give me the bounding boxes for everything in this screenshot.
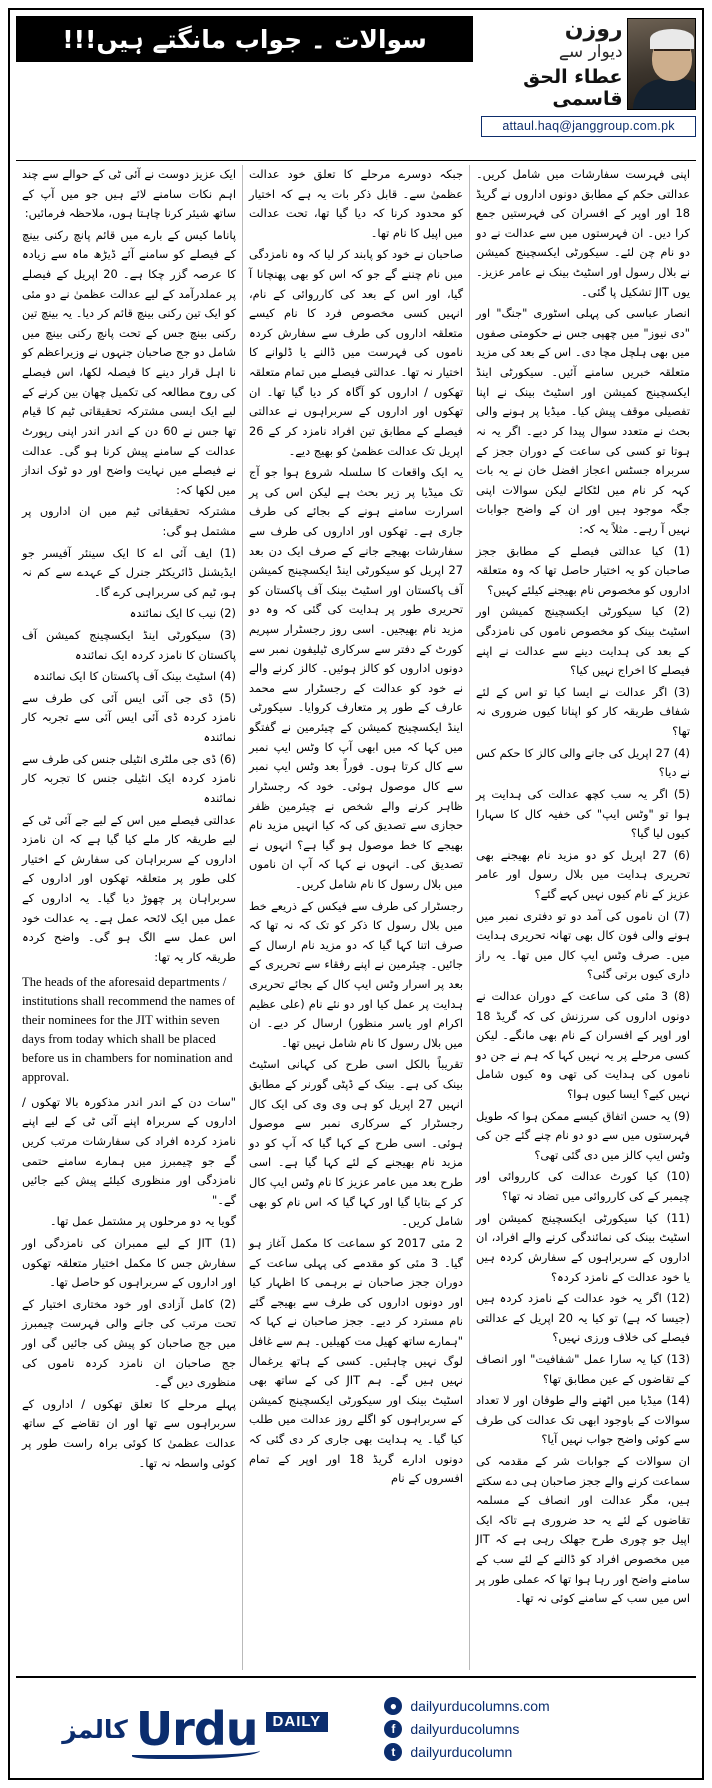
paragraph: (4) 27 اپریل کی جانے والی کالز کا حکم کس نے دیا؟ — [476, 745, 690, 780]
column-left — [16, 165, 243, 1670]
paragraph: (6) 27 اپریل کو دو مزید نام بھیجنے بھی تحریری ہدایت میں بلال رسول اور عامر عزیز کے نام کیوں نہیں کہے گئے؟ — [476, 847, 690, 901]
paragraph: تقریباً بالکل اسی طرح کی کہانی اسٹیٹ بینک کی ہے۔ بینک کے ڈپٹی گورنر کے مطابق انہیں 27 اپریل کو ہی وی وی کی ایک کال رجسٹرار کے سرکاری نمبر سے موصول ہوئی۔ اسی طرح کے کہا گیا کہ آپ کو دو مزید نام بھیجنے کے لئے کہا گیا ہے۔ اسی طرح بعد میں عامر عزیز کا نام وٹس ایپ کال کر کے بتایا گیا اور کہا گیا کہ اس نام کو بھی شامل کریں۔ — [249, 1057, 463, 1229]
twitter-icon: t — [384, 1743, 402, 1761]
paragraph: (2) نیب کا ایک نمائندہ — [129, 606, 236, 621]
facebook-icon: f — [384, 1720, 402, 1738]
paragraph: (12) اگر یہ خود عدالت کے نامزد کردہ ہیں (جیسا کہ ہے) تو کیا یہ 20 اپریل کے عدالتی فیصلے کی خلاف ورزی نہیں؟ — [476, 1291, 690, 1345]
paragraph: (5) اگر یہ سب کچھ عدالت کی ہدایت پر ہوا تو "وٹس ایپ" کی خفیہ کال کا سہارا کیوں لیا گیا؟ — [476, 786, 690, 841]
logo-badge: DAILY — [266, 1712, 329, 1732]
facebook-handle: dailyurducolumns — [410, 1721, 520, 1737]
paragraph: (3) سیکورٹی اینڈ ایکسچینج کمیشن آف پاکستان کا نامزد کردہ ایک نمائندہ — [22, 628, 236, 662]
logo-primary-label: Urdu — [135, 1702, 258, 1756]
website-url: dailyurducolumns.com — [410, 1698, 550, 1714]
paragraph: (8) 3 مئی کی ساعت کے دوران عدالت نے دونوں اداروں کی سرزنش کی کہ گریڈ 18 اور اوپر کے افسران کے نام بھی مانگے۔ لیکن کسی مرحلے پر یہ نہیں کہا کہ ہم نے جن دو ناموں کی ہدایت کی تھی وہ کیوں شامل نہیں کیے؟ ایسا کیوں ہوا؟ — [476, 988, 690, 1102]
paragraph: 2 مئی 2017 کو سماعت کا مکمل آغاز ہو گیا۔ 3 مئی کو مقدمے کی پہلی ساعت کے دوران ججز صاحبان نے برہمی کا اظہار کیا اور دونوں اداروں کی طرف سے بھیجے گئے نام مسترد کر دیے۔ ججز صاحبان نے کہا کہ "ہمارے ساتھ کھیل مت کھیلیں۔ ہم سے غافل لوگ نہیں چاہئیں۔ کسی کے ہاتھ یرغمال نہیں ہیں گے۔ ہم JIT کی کے ساتھ بھی اسٹیٹ بینک اور سیکورٹی ایکسچینج کمیشن کے سربراہوں کو اگلے روز عدالت میں طلب کیا گیا۔ یہ ہدایت بھی جاری کر دی گئی کہ دونوں ادارے گریڈ 18 اور اوپر کے تمام افسروں کے نام — [249, 1235, 464, 1486]
english-quote: The heads of the aforesaid departments / institutions shall recommend the names of their nominees for the JIT within seven days from today which shall be placed before us in chambers for nomination and approval. — [22, 975, 236, 1084]
paragraph: (3) اگر عدالت نے ایسا کیا تو اس کے لئے شفاف طریقہ کار کو اپنانا کیوں ضروری نہ تھا؟ — [476, 684, 690, 739]
paragraph: (14) میڈیا میں اٹھنے والے طوفان اور لا تعداد سوالات کے باوجود ابھی تک عدالت کی طرف سے کوئی واضح جواب نہیں آیا؟ — [476, 1393, 690, 1447]
paragraph: یہ ایک واقعات کا سلسلہ شروع ہوا جو آج تک میڈیا پر زیر بحث ہے لیکن اس کی پر اسرارت سامنے ہونے کے بجائے کی طرف جاری ہے۔ تھکوں اور اداروں کی طرف سے سفارشات بھیجے جانے کے صرف ایک دن بعد 27 اپریل کو سیکورٹی اینڈ ایکسچینج کمیشن آف پاکستان اور اسٹیٹ بینک آف پاکستان کو تحریری طور پر ہدایت کی گئی کہ وہ دو مزید نام بھیجیں۔ اسی روز رجسٹرار سپریم کورٹ کے دفتر سے سرکاری ٹیلیفون نمبر سے دونوں اداروں کو کالز ہوئیں۔ کالز کرنے والے نے خود کو عدالت کے رجسٹرار سے محمد عارف کے طور پر متعارف کروایا۔ سیکورٹی اینڈ ایکسچینج کمیشن کے چیئرمین نے گفتگو میں کہا کہ میں ابھی آپ کا وٹس ایپ نمبر سے کال کرتا ہوں۔ فوراً بعد وٹس ایپ نمبر سے کال موصول ہوئی۔ خود کہ رجسٹرار ظاہر کرنے والے شخص نے چیئرمین ظفر حجازی سے تصدیق کی کہ کیا انہیں مزید نام بھیجے کا خط موصول ہو گیا ہے؟ انہوں نے تصدیق کی۔ انہوں نے کہا کہ آپ ان ناموں میں بلال رسول کا نام شامل کریں۔ — [249, 465, 463, 891]
logo-swash-icon — [132, 1745, 260, 1759]
paragraph: مشترکہ تحقیقاتی ٹیم میں ان اداروں پر مشتمل ہو گی: — [22, 504, 236, 538]
paragraph: (6) ڈی جی ملٹری انٹیلی جنس کی طرف سے نامزد کردہ ایک انٹیلی جنس کا تجربہ کار نمائندہ — [22, 751, 236, 805]
paragraph: اپنی فہرست سفارشات میں شامل کریں۔ عدالتی حکم کے مطابق دونوں اداروں نے گریڈ 18 اور اوپر کے افسران کی فہرستیں جمع کرا دیں۔ ان فہرستوں میں سے عدالت نے دو دو نام چن لئے۔ سیکورٹی ایکسچینج کمیشن نے بلال رسول اور اسٹیٹ بینک نے عامر عزیز۔ یوں JIT تشکیل پا گئی۔ — [476, 167, 690, 299]
social-links — [374, 1697, 696, 1761]
paragraph: (11) کیا سیکورٹی ایکسچینج کمیشن اور اسٹیٹ بینک کی نمائندگی کرنے والے افراد، ان اداروں کے سربراہوں کے سفارش کردہ ہیں یا خود عدالت کے نامزد کردہ؟ — [476, 1210, 690, 1284]
paragraph: (9) یہ حسن اتفاق کیسے ممکن ہوا کہ طویل فہرستوں میں سے دو دو نام چنے گئے جن کی وٹس ایپ کالز میں دی گئی تھی؟ — [476, 1108, 690, 1162]
paragraph: رجسٹرار کی طرف سے فیکس کے ذریعے خط میں بلال رسول کا ذکر کو تک کہ نہ تھا کہ صرف اتنا کہا گیا کہ دو مزید نام ارسال کے جائیں۔ چیئرمین نے اپنے رفقاء سے تحریری کے بعد پر اسرار وٹس ایپ کال کے بجائے تحریری ہدایت پر عمل کیا اور دو نئے نام (علی عظیم اکرام اور یاسر منظور) ارسال کر دیے۔ ان میں بلال رسول کا نام شامل نہیں تھا۔ — [249, 898, 463, 1050]
paragraph: گویا یہ دو مرحلوں پر مشتمل عمل تھا۔ — [49, 1214, 236, 1229]
paragraph: (10) کیا کورٹ عدالت کی کارروائی اور چیمبر کے کی کارروائی میں تضاد نہ تھا؟ — [476, 1169, 690, 1204]
paragraph: ایک عزیز دوست نے آئی ٹی کے حوالے سے چند اہم نکات سامنے لائے ہیں جو میں آپ کے ساتھ شیئر کرنا چاہتا ہوں، ملاحظہ فرمائیں: — [22, 167, 236, 221]
paragraph: (1) ایف آئی اے کا ایک سینئر آفیسر جو ایڈیشنل ڈائریکٹر جنرل کے عہدے سے کم نہ ہو، ٹیم کی سربراہی کرے گا۔ — [22, 545, 236, 599]
column-title: روزن — [564, 16, 623, 42]
author-block — [481, 16, 696, 156]
social-link-facebook[interactable] — [384, 1720, 696, 1738]
paragraph: (2) کیا سیکورٹی ایکسچینج کمیشن اور اسٹیٹ بینک کو مخصوص ناموں کی نامزدگی کے بعد کی ہدایت دینے سے عدالت نے اپنے فیصلے کا اخراج نہیں کیا؟ — [476, 604, 690, 678]
column-right — [470, 165, 696, 1670]
paragraph: عدالتی فیصلے میں اس کے لیے جے آئی ٹی کے لیے طریقہ کار ملے کیا گیا ہے کہ ان نامزد اداروں کے سربراہان کی سفارش کے اختیار کلی طور پر متعلقہ تھکوں اور اداروں کے سربراہان پر چھوڑ دیا گیا۔ یہ اداروں کے عمل میں ایک لائحہ عمل ہے۔ یہ عدالت خود اس عمل سے الگ ہو گی۔ واضح کردہ طریقہ کار یہ تھا: — [22, 812, 236, 964]
column-branding — [481, 18, 627, 111]
twitter-handle: dailyurducolumn — [410, 1744, 513, 1760]
paragraph: ان سوالات کے جوابات شر کے مقدمہ کی سماعت کرنے والے ججز صاحبان ہی دے سکتے ہیں، مگر عدالت اور انصاف کے مسلمہ تقاضوں کے لئے یہ حد ضروری ہے تاکہ ایک اپیل جو چوری طرح جھلک رہی ہے کہ JIT میں مخصوص افراد کو ڈالنے کے لئے سب کے سامنے واضح اور رہا ہوا تھا کہ عملی طور پر اس میں سب کے سامنے کوئی نہ تھا۔ — [476, 1454, 690, 1606]
page-frame — [8, 8, 704, 1780]
author-name: عطاء الحق قاسمی — [523, 66, 623, 111]
author-email: attaul.haq@janggroup.com.pk — [481, 116, 696, 137]
paragraph: (5) ڈی جی آئی ایس آئی کی طرف سے نامزد کردہ ڈی آئی ایس آئی سے تجربہ کار نمائندہ — [22, 690, 236, 745]
paragraph: (4) اسٹیٹ بینک آف پاکستان کا ایک نمائندہ — [33, 669, 236, 684]
paragraph: پہلے مرحلے کا تعلق تھکوں / اداروں کے سربراہوں سے تھا اور ان تقاضے کے ساتھ عدالت عظمیٰ کا کوئی براہ راست طور پر کوئی واسطہ نہ تھا۔ — [22, 1396, 236, 1470]
paragraph: (1) JIT کے لیے ممبران کی نامزدگی اور سفارش جس کا مکمل اختیار متعلقہ تھکوں اور اداروں کے سربراہوں کو حاصل تھا۔ — [22, 1235, 236, 1290]
paragraph: پاناما کیس کے بارے میں قائم پانچ رکنی بینچ کے فیصلے کو سامنے آئے ڈیڑھ ماہ سے زیادہ کا عرصہ گزر چکا ہے۔ 20 اپریل کے فیصلے پر عملدرآمد کے لیے عدالت عظمیٰ نے دو مئی کو ایک تین رکنی بینچ قائم کر دیا۔ یہ بینچ تین رکنی بینچ جس کے تحت پانچ رکنی بینچ میں شامل دو جج صاحبان جنہوں نے وزیراعظم کو نا اہل قرار دینے کا فیصلہ لکھا، اس فیصلے کی روح مطالعہ کی تکمیل چھان بین کرنے کے لیے ایک ایسی مشترکہ تحقیقاتی ٹیم کا قیام تھا جس نے 60 دن کے اندر اندر اپنی رپورٹ عدالت کے سامنے پیش کرنا ہو گی۔ عدالت نے فیصلے میں نہایت واضح اور دو ٹوک انداز میں لکھا کہ: — [22, 227, 236, 497]
paragraph: صاحبان نے خود کو پابند کر لیا کہ وہ نامزدگی میں نام چننے گے جو کہ اس کو بھی پھنچانا آ گیا، اور اس کے بعد کی کارروائی کے نام، انہیں کسی مخصوص فرد کا نام کیسے متعلقہ اداروں کی طرف سے سفارش کردہ ناموں کی فہرست میں ڈالنے یا ڈلوانے کا اختیار نہ تھا۔ عدالتی فیصلے میں تمام متعلقہ تھکوں / اداروں کو آگاہ کر دیا گیا تھا۔ ان تھکوں اور اداروں کے سربراہوں نے عدالتی فیصلے کے مطابق تین افراد نامزد کر کے 26 اپریل تک عدالت عظمیٰ کو بھیج دیے۔ — [249, 247, 463, 458]
paragraph: (7) ان ناموں کی آمد دو تو دفتری نمبر میں ہونے والی فون کال بھی تھانہ تحریری ہدایت میں۔ صرف وٹس ایپ کال میں تھا۔ یہ راز داری کیوں برتی گئی؟ — [476, 908, 690, 982]
column-subtitle: دیوار سے — [558, 41, 623, 62]
headline-banner — [16, 16, 473, 62]
page-footer — [16, 1676, 696, 1772]
paragraph: جبکہ دوسرے مرحلے کا تعلق خود عدالت عظمیٰ سے۔ قابل ذکر بات یہ ہے کہ اختیار کو محدود کرنا کہ دیا گیا تھا، تحت عدالت میں اپیل کا نام تھا۔ — [249, 167, 463, 240]
paragraph: "سات دن کے اندر اندر مذکورہ بالا تھکوں / اداروں کے سربراہ اپنے آئی ٹی کے لیے اپنے نامزد کردہ افراد کی سفارشات مرتب کریں گے جو چیمبرز میں ہمارے سامنے حتمی نامزدگی اور منظوری کیلئے پیش کیے جائیں گے۔" — [22, 1094, 236, 1207]
paragraph: (13) کیا یہ سارا عمل "شفافیت" اور انصاف کے تقاضوں کے عین مطابق تھا؟ — [476, 1351, 690, 1386]
logo-secondary-text: کالمز — [62, 1714, 128, 1744]
author-portrait-icon — [627, 18, 696, 110]
logo-primary-text — [135, 1702, 258, 1756]
author-inner — [481, 16, 696, 112]
site-logo[interactable] — [16, 1702, 374, 1756]
column-middle — [243, 165, 470, 1670]
paragraph: انصار عباسی کی پہلی اسٹوری "جنگ" اور "دی نیوز" میں چھپی جس نے حکومتی صفوں میں بھی ہلچل مچا دی۔ اس کے بعد کی مزید متعلقہ خبریں سامنے آئیں۔ سیکورٹی اینڈ ایکسچینج کمیشن اور اسٹیٹ بینک نے اپنا تفصیلی موقف پیش کیا۔ میڈیا پر ہونے والی بحث نے متعدد سوال پیدا کر دیے۔ اگر یہ نہ ہوتا تو کسی کی ساعت کے دوران ججز کے سربراہ جسٹس اعجاز افضل خان نے یہ بات کہہ کر نام میں لٹکائے لیکن سوالات اپنی جگہ موجود ہیں اور ان کے واضح جوابات نہیں آ رہے۔ مثلاً یہ کہ: — [476, 306, 690, 536]
social-link-website[interactable] — [384, 1697, 696, 1715]
masthead — [16, 16, 696, 156]
paragraph: (2) کامل آزادی اور خود مختاری اختیار کے تحت مرتب کی جانے والی فہرست چیمبرز میں جج صاحبان کو پیش کی جائیں گی اور جج صاحبان ان نامزد کردہ ناموں کی منظوری دیں گے۔ — [22, 1296, 236, 1390]
social-link-twitter[interactable] — [384, 1743, 696, 1761]
paragraph: (1) کیا عدالتی فیصلے کے مطابق ججز صاحبان کو یہ اختیار حاصل تھا کہ وہ متعلقہ اداروں کو مخصوص نام بھیجنے کیلئے کہیں؟ — [476, 543, 690, 597]
globe-icon: ● — [384, 1697, 402, 1715]
article-body — [16, 160, 696, 1670]
page-title: سوالات ۔ جواب مانگتے ہیں!!! — [62, 24, 427, 54]
